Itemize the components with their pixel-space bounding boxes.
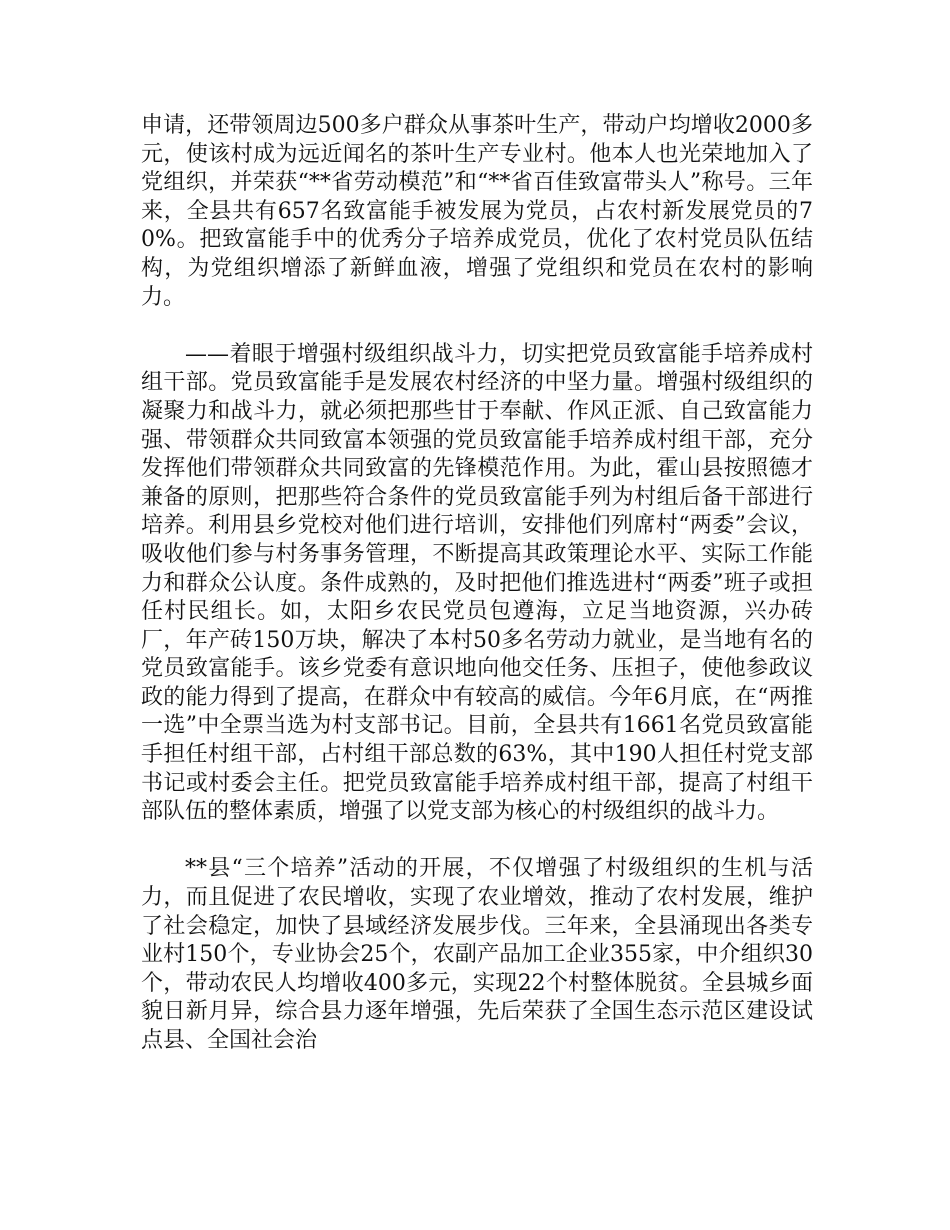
paragraph-1: 申请，还带领周边500多户群众从事茶叶生产，带动户均增收2000多元，使该村成为远近闻名的茶叶生产专业村。他本人也光荣地加入了党组织，并荣获“**省劳动模范”和“**省百佳致富带头人”称号。三年来，全县共有657名致富能手被发展为党员，占农村新发展党员的70%。把致富能手中的优秀分子培养成党员，优化了农村党员队伍结构，为党组织增添了新鲜血液，增强了党组织和党员在农村的影响力。 [141, 113, 813, 310]
document-body [141, 112, 813, 1056]
paragraph-3: **县“三个培养”活动的开展，不仅增强了村级组织的生机与活力，而且促进了农民增收，实现了农业增效，推动了农村发展，维护了社会稳定，加快了县域经济发展步伐。三年来，全县涌现出各类专业村150个，专业协会25个，农副产品加工企业355家，中介组织30个，带动农民人均增收400多元，实现22个村整体脱贫。全县城乡面貌日新月异，综合县力逐年增强，先后荣获了全国生态示范区建设试点县、全国社会治 [141, 856, 813, 1053]
paragraph-2: ——着眼于增强村级组织战斗力，切实把党员致富能手培养成村组干部。党员致富能手是发展农村经济的中坚力量。增强村级组织的凝聚力和战斗力，就必须把那些甘于奉献、作风正派、自己致富能力强、带领群众共同致富本领强的党员致富能手培养成村组干部，充分发挥他们带领群众共同致富的先锋模范作用。为此，霍山县按照德才兼备的原则，把那些符合条件的党员致富能手列为村组后备干部进行培养。利用县乡党校对他们进行培训，安排他们列席村“两委”会议，吸收他们参与村务事务管理，不断提高其政策理论水平、实际工作能力和群众公认度。条件成熟的，及时把他们推选进村“两委”班子或担任村民组长。如，太阳乡农民党员包遵海，立足当地资源，兴办砖厂，年产砖150万块，解决了本村50多名劳动力就业，是当地有名的党员致富能手。该乡党委有意识地向他交任务、压担子，使他参政议政的能力得到了提高，在群众中有较高的威信。今年6月底，在“两推一选”中全票当选为村支部书记。目前，全县共有1661名党员致富能手担任村组干部，占村组干部总数的63%，其中190人担任村党支部书记或村委会主任。把党员致富能手培养成村组干部，提高了村组干部队伍的整体素质，增强了以党支部为核心的村级组织的战斗力。 [141, 341, 813, 825]
